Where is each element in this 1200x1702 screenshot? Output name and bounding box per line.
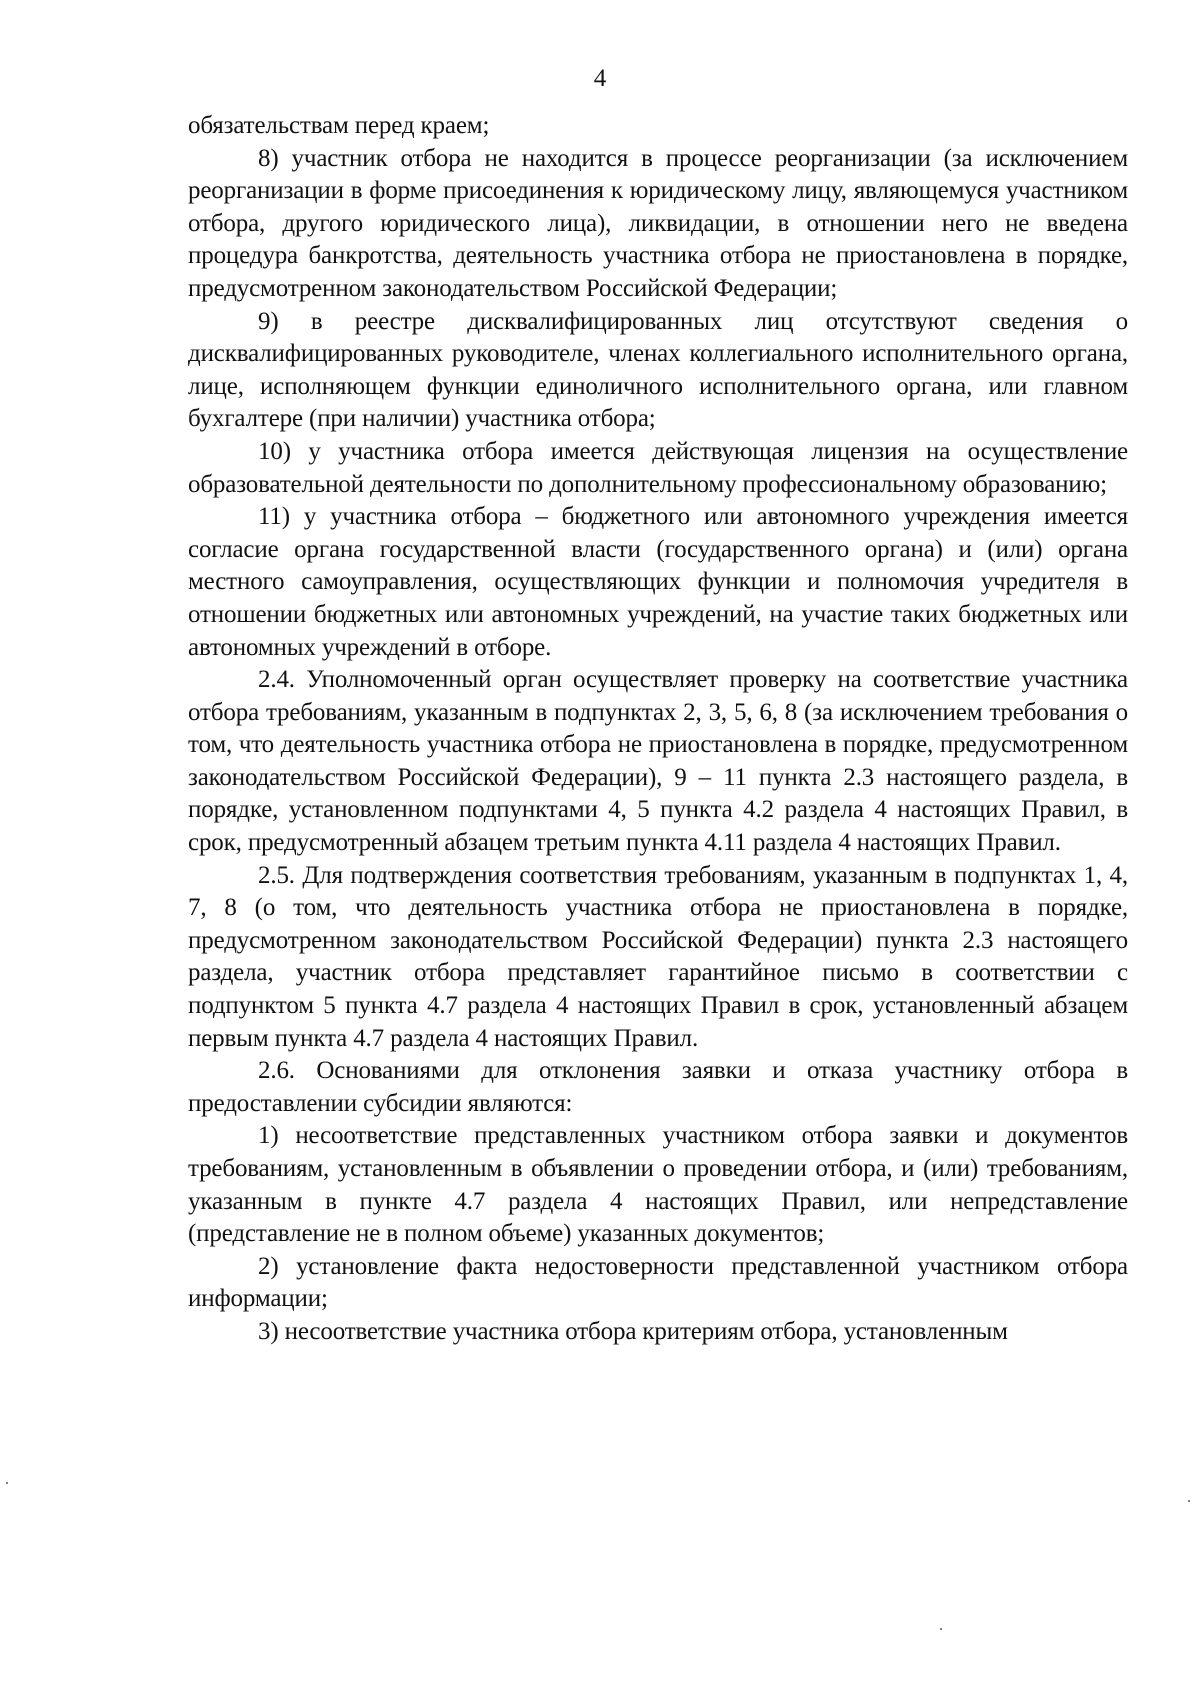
paragraph: 9) в реестре дисквалифицированных лиц отсутствуют сведения о дисквалифицированных руководителе, членах коллегиального исполнительного органа, лице, исполняющем функции единоличного исполнительного органа, или главном бухгалтере (при наличии) участника отбора; — [188, 307, 1128, 433]
scan-speck — [940, 1628, 942, 1630]
paragraph: 10) у участника отбора имеется действующая лицензия на осуществление образовательной деятельности по дополнительному профессиональному образованию; — [188, 437, 1128, 498]
paragraph: 2.6. Основаниями для отклонения заявки и отказа участнику отбора в предоставлении субсидии являются: — [188, 1057, 1128, 1117]
scan-speck — [6, 1482, 8, 1484]
document-body — [188, 110, 1128, 1349]
paragraph: 8) участник отбора не находится в процессе реорганизации (за исключением реорганизации в форме присоединения к юридическому лицу, являющемуся участником отбора, другого юридического лица), ликвидации, в отношении него не введена процедура банкротства, деятельность участника отбора не приостановлена в порядке, предусмотренном законодательством Российской Федерации; — [188, 144, 1128, 302]
paragraph: 2) установление факта недостоверности представленной участником отбора информации; — [188, 1252, 1128, 1313]
paragraph: обязательствам перед краем; — [188, 112, 490, 139]
paragraph: 2.4. Уполномоченный орган осуществляет проверку на соответствие участника отбора требованиям, указанным в подпунктах 2, 3, 5, 6, 8 (за исключением требования о том, что деятельность участника отбора не приостановлена в порядке, предусмотренном законодательством Российской Федерации), 9 – 11 пункта 2.3 настоящего раздела, в порядке, установленном подпунктами 4, 5 пункта 4.2 раздела 4 настоящих Правил, в срок, предусмотренный абзацем третьим пункта 4.11 раздела 4 настоящих Правил. — [188, 666, 1128, 857]
scan-speck — [1188, 1500, 1190, 1502]
paragraph: 3) несоответствие участника отбора критериям отбора, установленным — [258, 1317, 1008, 1345]
paragraph: 1) несоответствие представленных участником отбора заявки и документов требованиям, установленным в объявлении о проведении отбора, и (или) требованиям, указанным в пункте 4.7 раздела 4 настоящих Правил, или непредставление (представление не в полном объеме) указанных документов; — [188, 1122, 1128, 1248]
paragraph: 2.5. Для подтверждения соответствия требованиям, указанным в подпунктах 1, 4, 7, 8 (о том, что деятельность участника отбора не приостановлена в порядке, предусмотренном законодательством Российской Федерации) пункта 2.3 настоящего раздела, участник отбора представляет гарантийное письмо в соответствии с подпунктом 5 пункта 4.7 раздела 4 настоящих Правил в срок, установленный абзацем первым пункта 4.7 раздела 4 настоящих Правил. — [188, 861, 1128, 1052]
paragraph: 11) у участника отбора – бюджетного или автономного учреждения имеется согласие органа государственной власти (государственного органа) и (или) органа местного самоуправления, осуществляющих функции и полномочия учредителя в отношении бюджетных или автономных учреждений, на участие таких бюджетных или автономных учреждений в отборе. — [188, 503, 1128, 661]
page-number: 4 — [593, 65, 607, 92]
